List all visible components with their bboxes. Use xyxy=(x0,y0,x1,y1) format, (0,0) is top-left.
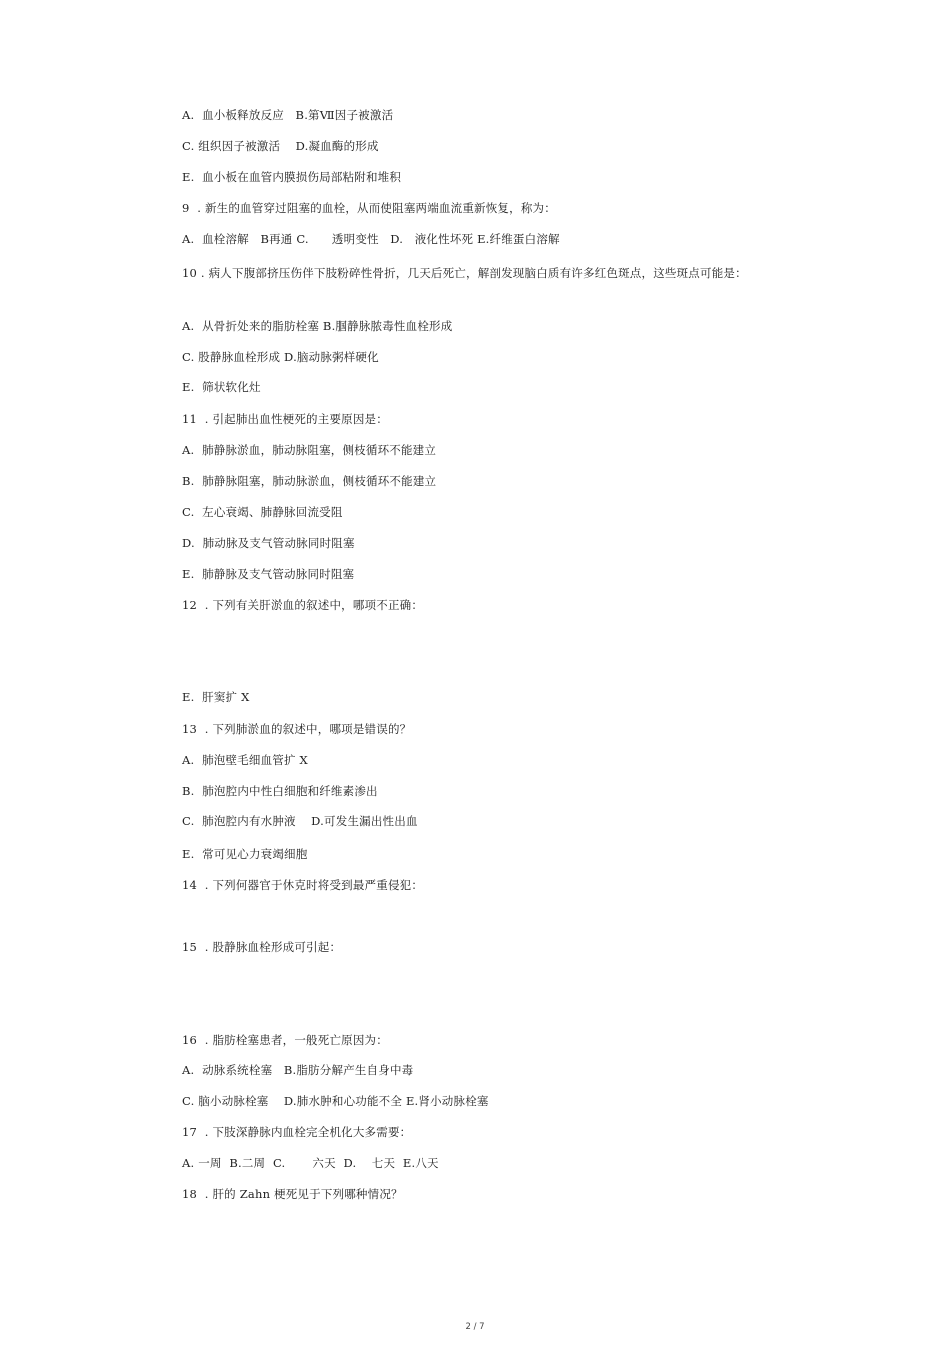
option-line: E. 肝窦扩 X xyxy=(182,690,250,704)
question-line: 12 . 下列有关肝淤血的叙述中，哪项不正确： xyxy=(182,598,424,612)
question-line: 14 . 下列何器官于休克时将受到最严重侵犯： xyxy=(182,878,424,892)
question-line: 16 . 脂肪栓塞患者，一般死亡原因为： xyxy=(182,1033,388,1047)
page-number: 2 / 7 xyxy=(465,1322,485,1332)
question-line: 13 . 下列肺淤血的叙述中，哪项是错误的？ xyxy=(182,722,412,736)
option-line: B. 肺静脉阻塞，肺动脉淤血，侧枝循环不能建立 xyxy=(182,474,437,488)
option-line: A. 一周 B.二周 C. 六天 D. 七天 E.八天 xyxy=(182,1156,439,1170)
option-line: C. 股静脉血栓形成 D.脑动脉粥样硬化 xyxy=(182,350,379,364)
option-line: D. 肺动脉及支气管动脉同时阻塞 xyxy=(182,536,355,550)
question-line: 9 . 新生的血管穿过阻塞的血栓，从而使阻塞两端血流重新恢复，称为： xyxy=(182,201,556,215)
option-line: A. 肺静脉淤血，肺动脉阻塞，侧枝循环不能建立 xyxy=(182,443,437,457)
option-line: E. 筛状软化灶 xyxy=(182,380,261,394)
option-line: C. 组织因子被激活 D.凝血酶的形成 xyxy=(182,139,379,153)
question-line: 17 . 下肢深静脉内血栓完全机化大多需要： xyxy=(182,1125,412,1139)
option-line: A. 血栓溶解 B再通 C. 透明变性 D. 液化性坏死 E.纤维蛋白溶解 xyxy=(182,232,560,246)
option-line: A. 血小板释放反应 B.第Ⅶ因子被激活 xyxy=(182,108,394,122)
question-line: 10 . 病人下腹部挤压伤伴下肢粉碎性骨折，几天后死亡，解剖发现脑白质有许多红色斑点，这些斑点可能是： xyxy=(182,266,747,280)
option-line: E. 血小板在血管内膜损伤局部粘附和堆积 xyxy=(182,170,402,184)
question-line: 18 . 肝的 Zahn 梗死见于下列哪种情况？ xyxy=(182,1187,403,1201)
option-line: C. 脑小动脉栓塞 D.肺水肿和心功能不全 E.肾小动脉栓塞 xyxy=(182,1094,489,1108)
option-line: A. 动脉系统栓塞 B.脂肪分解产生自身中毒 xyxy=(182,1063,414,1077)
question-line: 11 . 引起肺出血性梗死的主要原因是： xyxy=(182,412,388,426)
option-line: A. 肺泡壁毛细血管扩 X xyxy=(182,753,308,767)
option-line: E. 常可见心力衰竭细胞 xyxy=(182,847,308,861)
question-line: 15 . 股静脉血栓形成可引起： xyxy=(182,940,342,954)
option-line: E. 肺静脉及支气管动脉同时阻塞 xyxy=(182,567,355,581)
option-line: A. 从骨折处来的脂肪栓塞 B.腘静脉脓毒性血栓形成 xyxy=(182,319,453,333)
option-line: C. 左心衰竭、肺静脉回流受阻 xyxy=(182,505,343,519)
option-line: B. 肺泡腔内中性白细胞和纤维素渗出 xyxy=(182,784,378,798)
option-line: C. 肺泡腔内有水肿液 D.可发生漏出性出血 xyxy=(182,814,418,828)
